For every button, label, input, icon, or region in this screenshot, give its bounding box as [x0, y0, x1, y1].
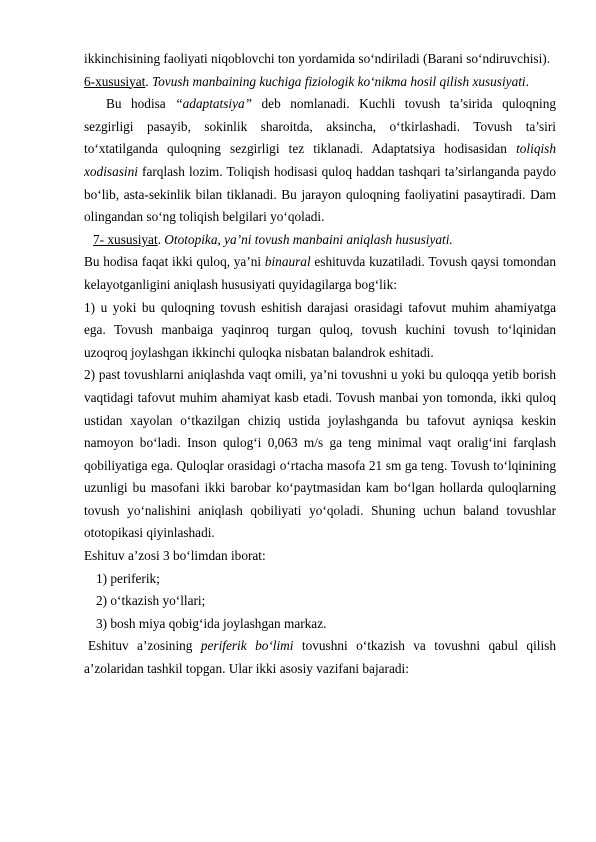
- paragraph-adaptation: [84, 93, 556, 229]
- list-item: 3) bosh miya qobig‘ida joylashgan markaz.: [96, 615, 327, 631]
- paragraph-text: tovushni o‘tkazish va tovushni qabul qilish a’zolaridan tashkil topgan. Ular ikki asosiy vazifani bajaradi:: [84, 638, 556, 677]
- heading-property-7: [84, 229, 556, 252]
- document-page: [84, 48, 556, 681]
- property-6-title: Tovush manbaining kuchiga fiziologik ko‘nikma hosil qilish xususiyati: [151, 73, 526, 89]
- term-peripheral: periferik bo‘limi: [200, 638, 294, 654]
- paragraph-continuation: [84, 48, 556, 71]
- list-item: 1) periferik;: [96, 570, 160, 586]
- paragraph-text: Bu hodisa faqat ikki quloq, ya’ni: [84, 254, 265, 270]
- term-fatigue: toliqish xodisasini: [84, 141, 556, 179]
- term-binaural: binaural: [264, 254, 311, 270]
- property-7-title: Ototopika, ya’ni tovush manbaini aniqlash hususiyati.: [164, 231, 453, 247]
- paragraph-text: eshituvda kuzatiladi. Tovush qaysi tomondan kelayotganligini aniqlash hususiyati quyidagilarga bog‘lik:: [84, 254, 556, 292]
- separator-text: .: [145, 73, 152, 89]
- paragraph-point-1: [84, 297, 556, 365]
- separator-text: .: [525, 73, 529, 89]
- separator-text: .: [157, 231, 165, 247]
- property-6-label: 6-xususiyat: [84, 73, 146, 89]
- paragraph-text: 1) u yoki bu quloqning tovush eshitish darajasi orasidagi tafovut muhim ahamiyatga ega. Tovush manbaiga yaqinroq turgan quloq, tovush kuchini tovush to‘lqinidan uzoqroq joylashgan ikkinchi quloqka nisbatan balandrok eshitadi.: [84, 299, 556, 360]
- paragraph-text: ikkinchisining faoliyati niqoblovchi ton yordamida so‘ndiriladi (Barani so‘ndiruvchisi).: [84, 51, 551, 66]
- paragraph-point-2: [84, 364, 556, 545]
- paragraph-text: deb nomlanadi. Kuchli tovush ta’sirida quloqning sezgirligi pasayib, sokinlik sharoitda, aksincha, o‘tkirlashadi. Tovush ta’siri to‘xtatilganda quloqning sezgirligi tez tiklanadi. Adaptatsiya hodisasidan: [84, 96, 556, 157]
- paragraph-peripheral: [84, 635, 556, 680]
- paragraph-text: Bu hodisa: [106, 96, 176, 112]
- term-adaptation: “adaptatsiya”: [175, 96, 253, 112]
- paragraph-text: Eshituv a’zosining: [88, 638, 201, 654]
- paragraph-text: farqlash lozim. Toliqish hodisasi quloq haddan tashqari ta’sirlanganda paydo bo‘lib, asta-sekinlik bilan tiklanadi. Bu jarayon quloqning faoliyatini pasaytiradi. Dam olingandan so‘ng toliqish belgilari yo‘qoladi.: [84, 163, 556, 225]
- paragraph-binaural: [84, 251, 556, 296]
- paragraph-text: 2) past tovushlarni aniqlashda vaqt omili, ya’ni tovushni u yoki bu quloqqa yetib borish vaqtidagi tafovut muhim ahamiyat kasb etadi. Tovush manbai yon tomonda, ikki quloq ustidan xayolan o‘tkazilgan chiziq ustida joylashganda bu tafovut ayniqsa keskin namoyon bo‘ladi. Inson qulog‘i 0,063 m/s ga teng minimal vaqt oralig‘ini farqlash qobiliyatiga ega. Quloqlar orasidagi o‘rtacha masofa 21 sm ga teng. Tovush to‘lqinining uzunligi bu masofani ikki barobar ko‘paytmasidan kam bo‘lgan hollarda quloqlarning tovush yo‘nalishini aniqlash qobiliyati yo‘qoladi. Shuning uchun baland tovushlar ototopikasi qiyinlashadi.: [84, 367, 556, 541]
- paragraph-hearing-organ: [84, 545, 556, 568]
- list-item: 2) o‘tkazish yo‘llari;: [96, 593, 206, 609]
- paragraph-text: Eshituv a’zosi 3 bo‘limdan iborat:: [84, 548, 266, 564]
- heading-property-6: [84, 71, 556, 94]
- property-7-label: 7- xususiyat: [93, 231, 158, 247]
